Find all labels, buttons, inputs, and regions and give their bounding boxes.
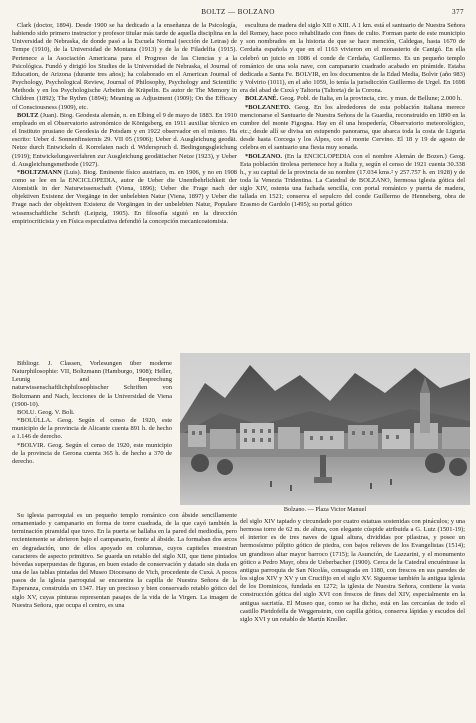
paragraph-bolvir-cont: escultura de madera del siglo XII o XIII. A 1 km. está el santuario de Nuestra Señora del Remey, hace poco rehabilitado con fines de culto. Forman parte de este municipio y son nombrados en la historia de que se hace mención, Caldegas, hasta 1670 de Cerdaña española y que en el 1163 vivieron en el monasterio de Canigó. En ella celebró un juicio en 1086 el conde de Cerdaña, Guillermo. Es un pequeño templo románico de una sola nave, con campanario cuadrado acabado en pirámide. Estaba dedicada a Santa Fe. BOLVIR, en los documentos de la Edad Media, Bolvir (año 983) y Volvirio (1011), en el año 1059, lo tenía la jurisdicción Guillermo de Urgel. En 1698 era del abad de Cuxá y Taltorta (Taltorta) de la Corona. — [240, 22, 465, 95]
left-column-bottom — [12, 512, 237, 712]
entry-head: *BOLZANETO. — [245, 103, 291, 111]
entry-body: Geog. V. Boli. — [37, 408, 75, 416]
bibliography: Bibliogr. J. Classen, Vorlesungen über moderne Naturphilosophie: VII, Boltzmann (Hamburgo, 1908); Heller, Leunig and Besprechung naturwissenschaftlichphilosophischer Schriften von Boltzmann and Nach, lecciones de la Universidad de Viena (1900-10). — [12, 360, 172, 408]
entry-bolzaneto — [240, 104, 465, 153]
entry-head: *BOLZANO. — [245, 152, 283, 160]
entry-body: (En la ENCICLOPEDIA con el nombre Alemán de Bozen.) Geog. Esta población tirolesa pertenece hoy a Italia y, según el censo de 1921 cuenta 30.338 h., y su capital de la provincia de su nombre (17.034 kms.² y 257.757 h. en 1928) y de toda la Venezia Tridentina. La Catedral de BOLZANO, hermosa iglesia gótica del siglo XIV, ostenta una fachada sencilla, con portal románico y puerta de madera, tallada en 1521; conserva el sepulcro del conde Guillermo de Henneberg, obra de Erasmo de Gardolo (1495); su portal gótico — [240, 152, 465, 209]
paragraph-clark: Clark (doctor, 1894). Desde 1900 se ha dedicado a la enseñanza de la Psicología, habiendo sido primero instructor y profesor titular más tarde de aquella disciplina en la Universidad de Nebraska, de donde pasó a la Escuela Normal (sección de Letras) de Tempe (1910), de la Universidad de Montana (1913) y de la de Filadelfia (1915). Pertenece a la Asociación Americana para el Progreso de las Ciencias y a la Psicológica. Fundó y dirigió los Studies de la Universidad de Nebraska, el Journal of Education, de Arizona (durante tres años); ha colaborado en el American Journal of Psychology, Psychological Review, Journal of Philosophy, Psychology and Scientific Methods y en los Psychologische Arbeiten de Kräpelin. Es autor de The Memory in Children (1892); The Rythm (1894); Meaning as Adjustment (1909); On the Efficacy of Consciousness (1909), etc. — [12, 22, 237, 111]
entry-body: Geog. Pobl. de Italia, en la provincia, circ. y mun. de Bellune; 2.000 h. — [279, 95, 462, 103]
entry-head: *BOLTZMANN — [17, 168, 62, 176]
entry-body: (Luis). Biog. Eminente físico austriaco, m. en 1906, y no en 1908 como se lee en la ENCICLOPEDIA, autor de Ueber die Unentbehrlichkeit der Atomistik in der Naturwissenschaft (Viena, 1896); Ueber die Frage nach der objektiven Existenz der Vorgänge in der unbelebten Natur (Viena, 1897) y Ueber die Frage nach der objektiven Existenz de Vorgängen in der unbelebten Natur, Populare wissenschaftliche Schrift (Leipzig, 1905). En filosofía siguió en la dirección empiriocriticista y en Física especulativa defendió la concepción mecanicoatomista. — [12, 168, 237, 225]
entry-head: *BOLVIR. — [17, 441, 46, 449]
left-column — [12, 22, 237, 358]
right-column — [240, 22, 465, 352]
entry-bolzane — [240, 95, 465, 103]
running-head: BOLTZ — BOLZANO — [201, 8, 275, 16]
entry-bolulla — [12, 417, 172, 441]
left-narrow-block — [12, 360, 172, 512]
entry-bolvir — [12, 442, 172, 466]
paragraph-bolzano-cont: del siglo XIV tapiado y circundado por cuatro estatuas sostenidas con pináculos; y una hermosa torre de 62 m. de altura, con elegante cúspide atribuida a G. Lutz (1501-19); el interior es de tres naves de igual altura, divididas por pilastras, y posee un hermosísimo púlpito gótico de piedra, con bajos relieves de los Evangelistas (1514); un grandioso altar mayor barroco (1715); la Asunción, de Lazzarini, y el monumento gótico a Pedro Mayr, obra de Ueberbacher (1900). Cerca de la Catedral encuéntrase la antigua parroquia de San Nicolás, consagrada en 1180, con frescos en sus paredes de los siglos XIV y XV y un Crucifijo en el siglo XV. Siguense también la antigua iglesia de los Dominicos, fundada en 1272; la iglesia de Nuestra Señora, contiene la vasta construcción gótica del siglo XVI con frescos de fines del XIV, especialmente en la antigua sacristía. El Museo que, como se ha dicho, está en las cercanías de todo el castillo Pietdofella de Weggenstein, con capilla gótica, conserva lápidas y escudos del siglo XVI y un retablo de Martín Knoller. — [240, 518, 465, 623]
page-header — [12, 8, 464, 20]
entry-boltzmann — [12, 169, 237, 226]
entry-bolu — [12, 409, 172, 417]
entry-bolzano — [240, 153, 465, 210]
entry-boltz — [12, 112, 237, 169]
page-number: 377 — [452, 8, 464, 16]
entry-body: Geog. Según el censo de 1920, este municipio de la provincia de Alicante cuenta 891 h. de hecho a 1.146 de derecho. — [12, 417, 172, 441]
entry-head: BOLTZ — [17, 111, 39, 119]
entry-body: Geog. En los alrededores de esta población italiana merece mencionarse el Santuario de Nuestra Señora de la Guardia, reconstruido en 1890 en la cumbre del monte Figogna. Hay en él una hospedería, Observatorio meteorológico, etc.; desde allí se divisa un estupendo panorama, que abarca toda la costa de Liguria desde hasta Corcega y los Alpes, con el monte Cervino. El 18 y 19 de agosto de celebra en el santuario una fiesta muy sonada. — [240, 103, 465, 152]
bolzano-photo — [180, 353, 470, 505]
right-column-bottom — [240, 518, 465, 714]
entry-head: BOLU. — [17, 408, 37, 416]
paragraph-bolvir-church: Su iglesia parroquial es un pequeño templo románico con ábside sencillamente ornamentado y campanario en forma de torre cuadrada, de la que cayó también la terminación piramidal que tuvo. En la puerta se hallaba en la pared del mediodía, pero recientemente se abrieron bajo el campanario, frente al ábside. La formaban dos arcos en degradación, uno de ellos apoyado en columnas, cuyos capiteles muestran caracteres de aspecto primitivo. Se guarda un retablo del siglo XII, que tiene pintados bóvedas superpuestas de figuras, en buen estado de conservación y datado sin duda en una de las tablas pintadas del Museo Diocesano de Vich, procedente de Cuxá. A pocos pasos de la iglesia parroquial se encuentra la capilla de Nuestra Señora de la Esperanza, construida en 1347. Hay un precioso y bien conservado retablo gótico del siglo XV, cuyas pinturas representan pasajes de la vida de la Virgen. La imagen de Nuestra Señora, que ocupa el centro, es una — [12, 512, 237, 609]
entry-body: (Juan). Biog. Geodesta alemán, n. en Elbing el 9 de mayo de 1883. En 1910 empleado en el Observatorio astronómico de Königsberg, en 1911 auxiliar técnico en el Instituto prusiano de Geodesia de Potsdam y en 1922 observador en el mismo. Ha escrito: Ueber d. Sonnenfinsternis 29. VII 05 (1906); Ueber d. Ausgleichung geodät. Netze durch Entwickeln d. Korrelaten nach d. Widerspruch d. Bedingungsgleichung (1919); Entwickelungsverfahren zur Ausgleichung geodätischer Netze (1923), y Ueber d. Ausgleichungsmethode (1927). — [12, 111, 237, 168]
entry-head: BOLZANÉ. — [245, 95, 279, 103]
photo-image — [180, 353, 470, 505]
entry-head: *BOLÚLLA. — [17, 417, 52, 425]
entry-body: Geog. Según el censo de 1920, este municipio de la provincia de Gerona cuenta 365 h. de hecho a 370 de derecho. — [12, 441, 172, 465]
figure-caption: Bolzano. — Plaza Victor Manuel — [283, 506, 367, 513]
